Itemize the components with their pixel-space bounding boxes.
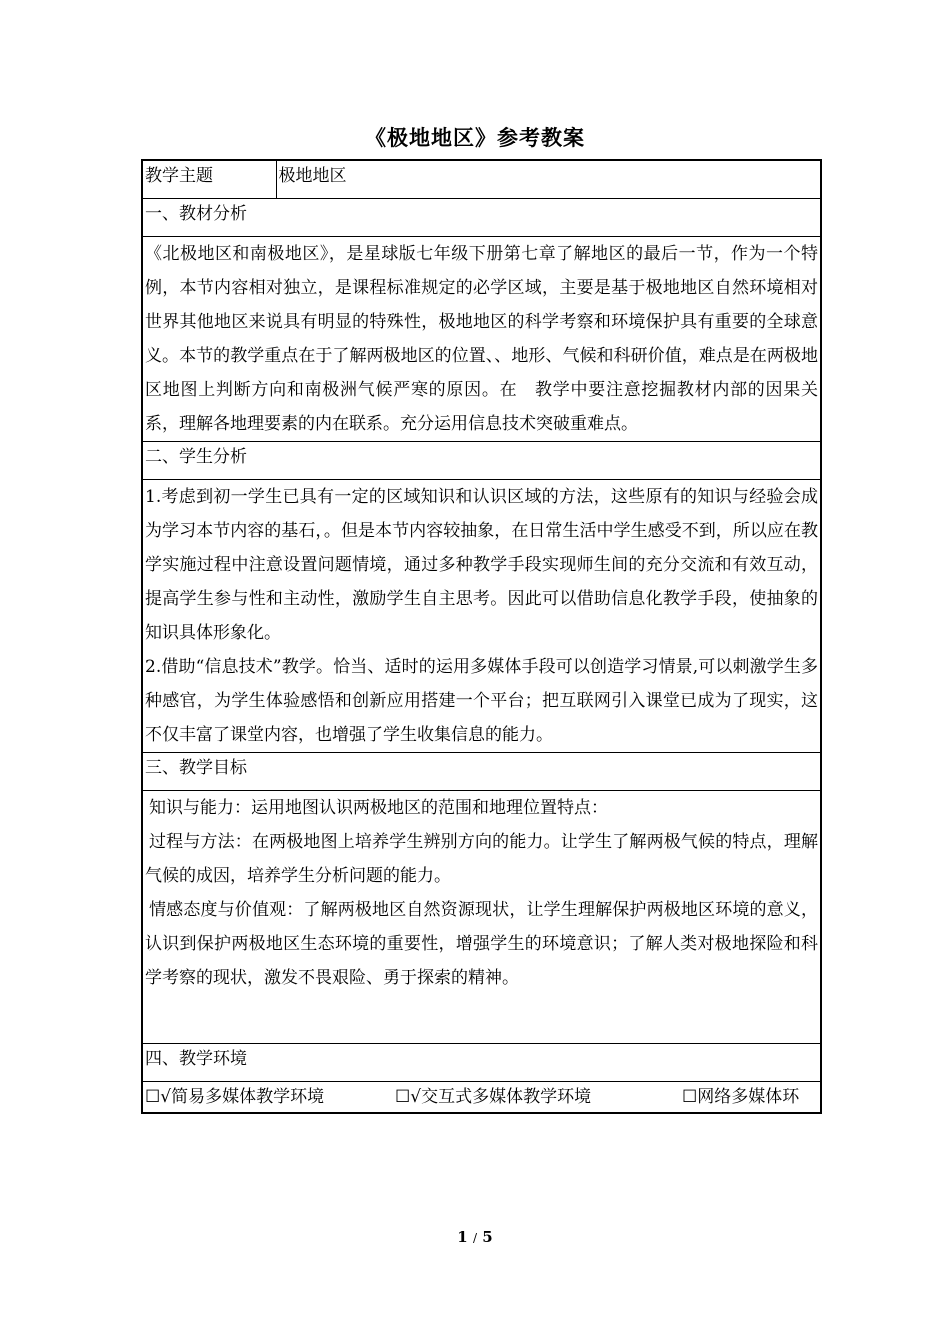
page-total: 5: [482, 1228, 493, 1246]
section-body-row: [142, 480, 821, 753]
goal-knowledge: 知识与能力：运用地图认识两极地区的范围和地理位置特点：: [149, 798, 608, 818]
section2-paragraph-1: 1.考虑到初一学生已具有一定的区域知识和认识区域的方法，这些原有的知识与经验会成为学习本节内容的基石，。但是本节内容较抽象，在日常生活中学生感受不到，所以应在教学实施过程中注意设置问题情境，通过多种教学手段实现师生间的充分交流和有效互动，提高学生参与性和主动性，激励学生自主思考。因此可以借助信息化教学手段，使抽象的知识具体形象化。: [145, 487, 818, 643]
topic-row: [142, 160, 821, 199]
environment-options-cell: [142, 1082, 821, 1114]
section-heading-row: [142, 753, 821, 791]
topic-value: 极地地区: [276, 160, 821, 199]
topic-label: 教学主题: [142, 160, 276, 199]
section2-heading: 二、学生分析: [142, 442, 821, 480]
environment-options-row: [142, 1082, 821, 1114]
section-body-row: [142, 791, 821, 1044]
section-heading-row: [142, 199, 821, 237]
goal-attitude: 情感态度与价值观：了解两极地区自然资源现状，让学生理解保护两极地区环境的意义，认识到保护两极地区生态环境的重要性，增强学生的环境意识；了解人类对极地探险和科学考察的现状，激发不畏艰险、勇于探索的精神。: [145, 900, 818, 988]
section1-body: 《北极地区和南极地区》，是星球版七年级下册第七章了解地区的最后一节，作为一个特例，本节内容相对独立，是课程标准规定的必学区域，主要是基于极地地区自然环境相对世界其他地区来说具有明显的特殊性，极地地区的科学考察和环境保护具有重要的全球意义。本节的教学重点在于了解两极地区的位置、、地形、气候和科研价值，难点是在两极地区地图上判断方向和南极洲气候严寒的原因。在 教学中要注意挖掘教材内部的因果关系，理解各地理要素的内在联系。充分运用信息技术突破重难点。: [145, 244, 818, 434]
section1-body-cell: [142, 237, 821, 442]
page-number: [0, 1228, 950, 1246]
document-title: 《极地地区》参考教案: [365, 125, 585, 150]
section3-heading: 三、教学目标: [142, 753, 821, 791]
section1-heading: 一、教材分析: [142, 199, 821, 237]
section2-body-cell: [142, 480, 821, 753]
section4-heading: 四、教学环境: [142, 1044, 821, 1082]
page-current: 1: [457, 1228, 468, 1246]
section2-paragraph-2: 2.借助“信息技术”教学。恰当、适时的运用多媒体手段可以创造学习情景,可以刺激学生多种感官，为学生体验感悟和创新应用搭建一个平台；把互联网引入课堂已成为了现实，这不仅丰富了课堂内容，也增强了学生收集信息的能力。: [145, 657, 818, 745]
section-heading-row: [142, 1044, 821, 1082]
env-option-interactive[interactable]: ☐√交互式多媒体教学环境: [395, 1087, 592, 1107]
lesson-plan-table: [141, 159, 822, 1114]
env-option-simple[interactable]: ☐√简易多媒体教学环境: [145, 1087, 325, 1107]
section3-body-cell: [142, 791, 821, 1044]
env-option-network[interactable]: ☐网络多媒体环: [682, 1087, 800, 1107]
page-separator: /: [472, 1231, 478, 1245]
goal-process: 过程与方法：在两极地图上培养学生辨别方向的能力。让学生了解两极气候的特点，理解气候的成因，培养学生分析问题的能力。: [145, 832, 818, 886]
section-body-row: [142, 237, 821, 442]
section-heading-row: [142, 442, 821, 480]
